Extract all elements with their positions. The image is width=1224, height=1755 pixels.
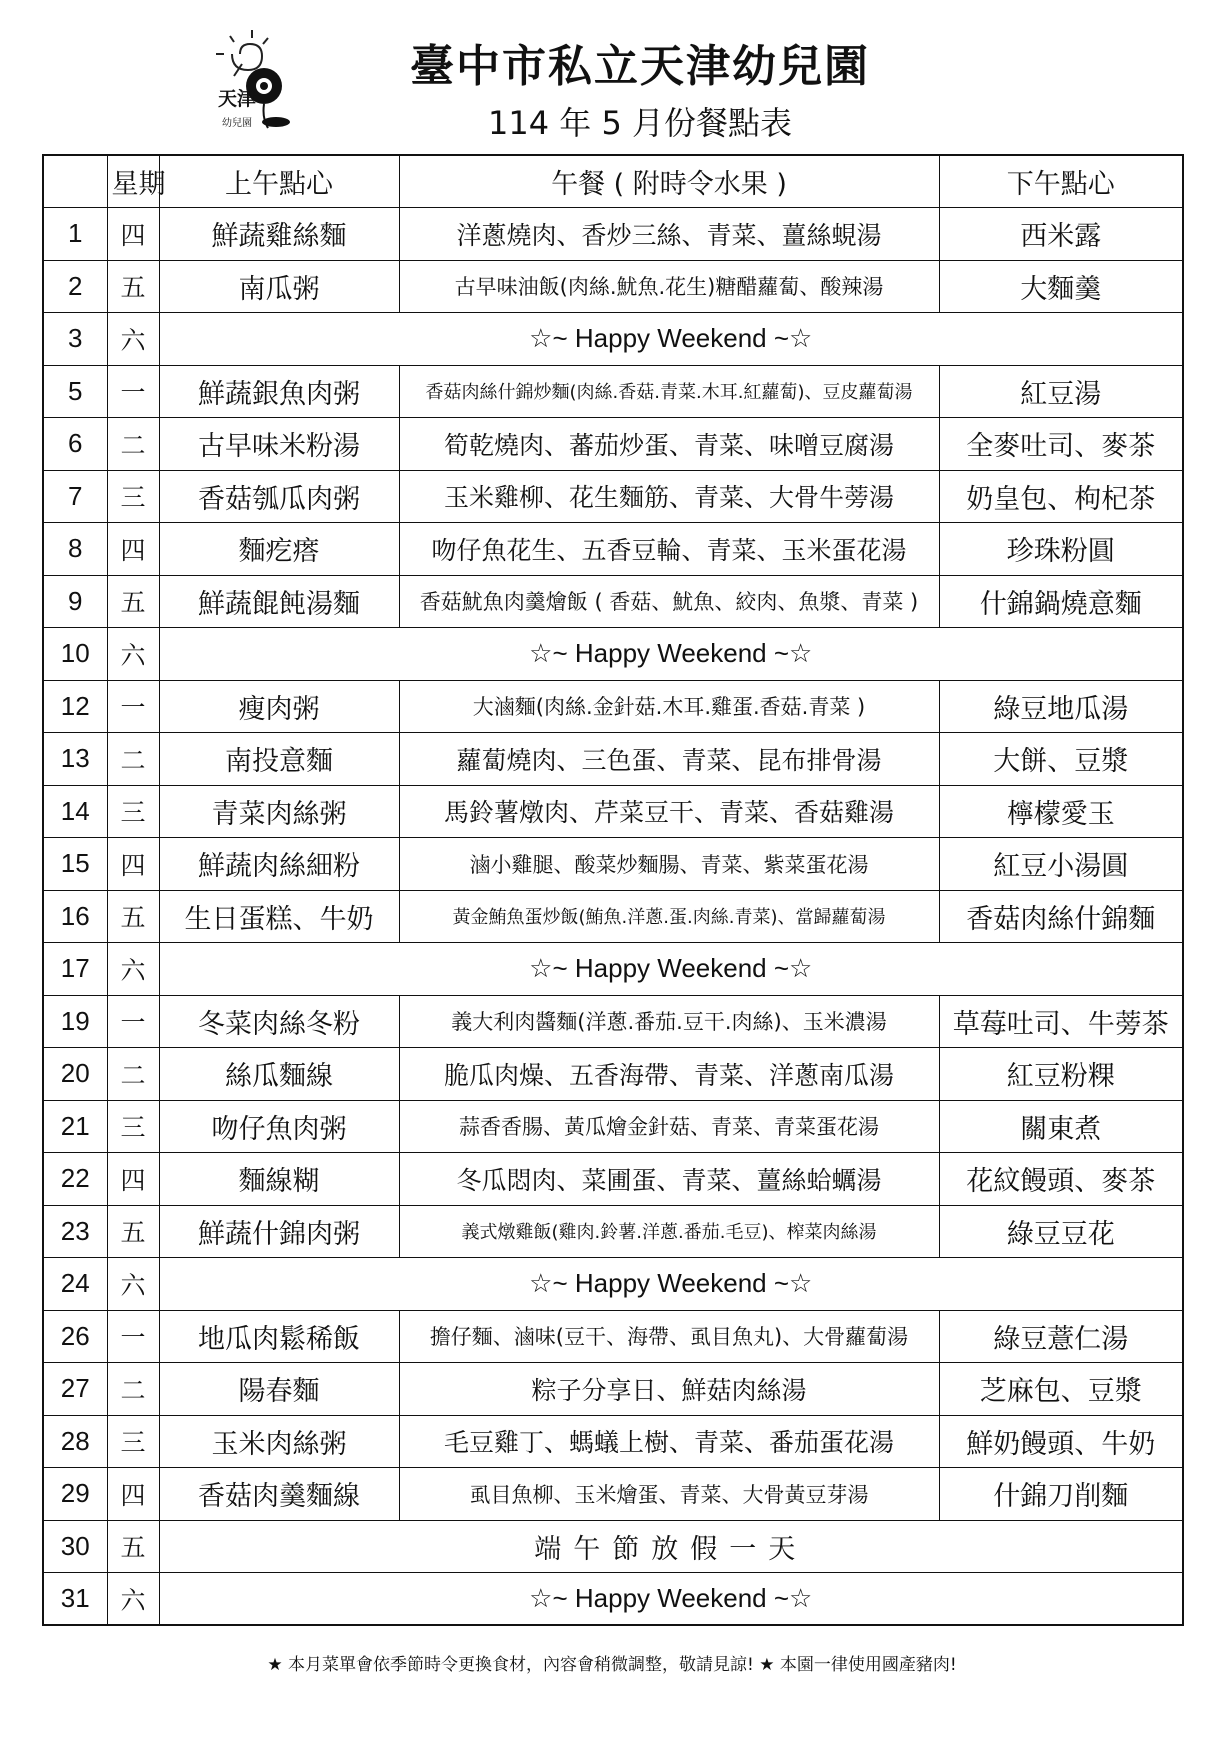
afternoon-snack: 紅豆小湯圓 <box>939 838 1183 891</box>
morning-snack: 鮮蔬餛飩湯麵 <box>159 575 399 628</box>
afternoon-snack: 鮮奶饅頭、牛奶 <box>939 1415 1183 1468</box>
logo-main-text: 天津 <box>218 88 257 110</box>
afternoon-snack: 關東煮 <box>939 1100 1183 1153</box>
weekday: 四 <box>107 838 159 891</box>
weekend-note: ☆~ Happy Weekend ~☆ <box>159 943 1183 996</box>
holiday-note: 端午節放假一天 <box>159 1520 1183 1573</box>
table-row <box>43 1310 1183 1363</box>
weekday: 二 <box>107 418 159 471</box>
lunch: 吻仔魚花生、五香豆輪、青菜、玉米蛋花湯 <box>399 523 939 576</box>
lunch: 洋蔥燒肉、香炒三絲、青菜、薑絲蜆湯 <box>399 208 939 261</box>
day-number: 23 <box>43 1205 107 1258</box>
day-number: 20 <box>43 1048 107 1101</box>
lunch: 冬瓜悶肉、菜圃蛋、青菜、薑絲蛤蠣湯 <box>399 1153 939 1206</box>
afternoon-snack: 香菇肉絲什錦麵 <box>939 890 1183 943</box>
table-body <box>43 208 1183 1626</box>
weekday: 五 <box>107 260 159 313</box>
day-number: 5 <box>43 365 107 418</box>
day-number: 24 <box>43 1258 107 1311</box>
weekday: 二 <box>107 1363 159 1416</box>
day-number: 31 <box>43 1573 107 1626</box>
day-number: 6 <box>43 418 107 471</box>
header-afternoon-snack: 下午點心 <box>939 155 1183 208</box>
weekend-note: ☆~ Happy Weekend ~☆ <box>159 628 1183 681</box>
lunch: 脆瓜肉燥、五香海帶、青菜、洋蔥南瓜湯 <box>399 1048 939 1101</box>
weekend-note: ☆~ Happy Weekend ~☆ <box>159 313 1183 366</box>
weekday: 四 <box>107 1153 159 1206</box>
table-row <box>43 1205 1183 1258</box>
lunch: 蘿蔔燒肉、三色蛋、青菜、昆布排骨湯 <box>399 733 939 786</box>
morning-snack: 麵線糊 <box>159 1153 399 1206</box>
table-row <box>43 1100 1183 1153</box>
table-row <box>43 1520 1183 1573</box>
weekday: 三 <box>107 470 159 523</box>
table-row <box>43 418 1183 471</box>
weekday: 五 <box>107 1520 159 1573</box>
day-number: 10 <box>43 628 107 681</box>
morning-snack: 絲瓜麵線 <box>159 1048 399 1101</box>
page-subtitle: 114 年 5 月份餐點表 <box>488 104 792 142</box>
day-number: 17 <box>43 943 107 996</box>
weekday: 五 <box>107 890 159 943</box>
lunch: 蒜香香腸、黃瓜燴金針菇、青菜、青菜蛋花湯 <box>399 1100 939 1153</box>
lunch: 虱目魚柳、玉米燴蛋、青菜、大骨黃豆芽湯 <box>399 1468 939 1521</box>
table-row <box>43 1468 1183 1521</box>
morning-snack: 香菇瓠瓜肉粥 <box>159 470 399 523</box>
morning-snack: 冬菜肉絲冬粉 <box>159 995 399 1048</box>
afternoon-snack: 大餅、豆漿 <box>939 733 1183 786</box>
morning-snack: 鮮蔬什錦肉粥 <box>159 1205 399 1258</box>
afternoon-snack: 綠豆豆花 <box>939 1205 1183 1258</box>
morning-snack: 南投意麵 <box>159 733 399 786</box>
table-row <box>43 733 1183 786</box>
header-lunch: 午餐 ( 附時令水果 ) <box>399 155 939 208</box>
day-number: 2 <box>43 260 107 313</box>
weekday: 四 <box>107 1468 159 1521</box>
afternoon-snack: 珍珠粉圓 <box>939 523 1183 576</box>
lunch: 粽子分享日、鮮菇肉絲湯 <box>399 1363 939 1416</box>
morning-snack: 地瓜肉鬆稀飯 <box>159 1310 399 1363</box>
table-row <box>43 1258 1183 1311</box>
day-number: 3 <box>43 313 107 366</box>
table-row <box>43 943 1183 996</box>
weekend-note: ☆~ Happy Weekend ~☆ <box>159 1573 1183 1626</box>
lunch: 義式燉雞飯(雞肉.鈴薯.洋蔥.番茄.毛豆)、榨菜肉絲湯 <box>399 1205 939 1258</box>
weekday: 四 <box>107 208 159 261</box>
weekday: 一 <box>107 995 159 1048</box>
table-row <box>43 1153 1183 1206</box>
weekday: 一 <box>107 1310 159 1363</box>
day-number: 27 <box>43 1363 107 1416</box>
table-row <box>43 838 1183 891</box>
afternoon-snack: 什錦刀削麵 <box>939 1468 1183 1521</box>
morning-snack: 古早味米粉湯 <box>159 418 399 471</box>
morning-snack: 鮮蔬肉絲細粉 <box>159 838 399 891</box>
lunch: 大滷麵(肉絲.金針菇.木耳.雞蛋.香菇.青菜 ) <box>399 680 939 733</box>
table-row <box>43 260 1183 313</box>
lunch: 擔仔麵、滷味(豆干、海帶、虱目魚丸)、大骨蘿蔔湯 <box>399 1310 939 1363</box>
weekday: 六 <box>107 313 159 366</box>
school-logo <box>208 24 348 136</box>
morning-snack: 青菜肉絲粥 <box>159 785 399 838</box>
weekday: 三 <box>107 1415 159 1468</box>
meal-table <box>42 154 1184 1626</box>
page-title: 臺中市私立天津幼兒園 <box>410 41 870 92</box>
weekday: 一 <box>107 365 159 418</box>
lunch: 香菇魷魚肉羹燴飯 ( 香菇、魷魚、絞肉、魚漿、青菜 ) <box>399 575 939 628</box>
afternoon-snack: 大麵羹 <box>939 260 1183 313</box>
header-weekday: 星期 <box>107 155 159 208</box>
morning-snack: 生日蛋糕、牛奶 <box>159 890 399 943</box>
header-day <box>43 155 107 208</box>
morning-snack: 香菇肉羹麵線 <box>159 1468 399 1521</box>
table-row <box>43 1363 1183 1416</box>
header-morning-snack: 上午點心 <box>159 155 399 208</box>
afternoon-snack: 綠豆地瓜湯 <box>939 680 1183 733</box>
afternoon-snack: 檸檬愛玉 <box>939 785 1183 838</box>
afternoon-snack: 草莓吐司、牛蒡茶 <box>939 995 1183 1048</box>
footer-note: ★ 本月菜單會依季節時令更換食材，內容會稍微調整，敬請見諒! ★ 本園一律使用國產豬肉! <box>267 1655 957 1675</box>
day-number: 26 <box>43 1310 107 1363</box>
table-row <box>43 1573 1183 1626</box>
day-number: 12 <box>43 680 107 733</box>
logo-sub-text: 幼兒園 <box>222 118 252 129</box>
day-number: 14 <box>43 785 107 838</box>
table-header-row <box>43 155 1183 208</box>
lunch: 滷小雞腿、酸菜炒麵腸、青菜、紫菜蛋花湯 <box>399 838 939 891</box>
table-row <box>43 628 1183 681</box>
table-row <box>43 365 1183 418</box>
weekday: 三 <box>107 785 159 838</box>
table-row <box>43 313 1183 366</box>
lunch: 筍乾燒肉、蕃茄炒蛋、青菜、味噌豆腐湯 <box>399 418 939 471</box>
afternoon-snack: 全麥吐司、麥茶 <box>939 418 1183 471</box>
weekday: 五 <box>107 575 159 628</box>
day-number: 13 <box>43 733 107 786</box>
afternoon-snack: 什錦鍋燒意麵 <box>939 575 1183 628</box>
lunch: 黃金鮪魚蛋炒飯(鮪魚.洋蔥.蛋.肉絲.青菜)、當歸蘿蔔湯 <box>399 890 939 943</box>
day-number: 22 <box>43 1153 107 1206</box>
day-number: 21 <box>43 1100 107 1153</box>
morning-snack: 南瓜粥 <box>159 260 399 313</box>
weekday: 三 <box>107 1100 159 1153</box>
afternoon-snack: 綠豆薏仁湯 <box>939 1310 1183 1363</box>
weekday: 六 <box>107 628 159 681</box>
morning-snack: 陽春麵 <box>159 1363 399 1416</box>
weekend-note: ☆~ Happy Weekend ~☆ <box>159 1258 1183 1311</box>
weekday: 六 <box>107 1573 159 1626</box>
lunch: 毛豆雞丁、螞蟻上樹、青菜、番茄蛋花湯 <box>399 1415 939 1468</box>
weekday: 五 <box>107 1205 159 1258</box>
table-row <box>43 995 1183 1048</box>
lunch: 玉米雞柳、花生麵筋、青菜、大骨牛蒡湯 <box>399 470 939 523</box>
weekday: 六 <box>107 943 159 996</box>
day-number: 19 <box>43 995 107 1048</box>
lunch: 古早味油飯(肉絲.魷魚.花生)糖醋蘿蔔、酸辣湯 <box>399 260 939 313</box>
day-number: 8 <box>43 523 107 576</box>
table-row <box>43 1415 1183 1468</box>
table-row <box>43 208 1183 261</box>
afternoon-snack: 紅豆粉粿 <box>939 1048 1183 1101</box>
weekday: 一 <box>107 680 159 733</box>
table-row <box>43 1048 1183 1101</box>
afternoon-snack: 紅豆湯 <box>939 365 1183 418</box>
morning-snack: 吻仔魚肉粥 <box>159 1100 399 1153</box>
afternoon-snack: 西米露 <box>939 208 1183 261</box>
morning-snack: 麵疙瘩 <box>159 523 399 576</box>
weekday: 六 <box>107 1258 159 1311</box>
day-number: 7 <box>43 470 107 523</box>
weekday: 四 <box>107 523 159 576</box>
afternoon-snack: 花紋饅頭、麥茶 <box>939 1153 1183 1206</box>
day-number: 15 <box>43 838 107 891</box>
weekday: 二 <box>107 733 159 786</box>
day-number: 1 <box>43 208 107 261</box>
table-row <box>43 890 1183 943</box>
day-number: 16 <box>43 890 107 943</box>
table-row <box>43 523 1183 576</box>
morning-snack: 鮮蔬銀魚肉粥 <box>159 365 399 418</box>
table-row <box>43 785 1183 838</box>
day-number: 9 <box>43 575 107 628</box>
afternoon-snack: 芝麻包、豆漿 <box>939 1363 1183 1416</box>
lunch: 義大利肉醬麵(洋蔥.番茄.豆干.肉絲)、玉米濃湯 <box>399 995 939 1048</box>
lunch: 馬鈴薯燉肉、芹菜豆干、青菜、香菇雞湯 <box>399 785 939 838</box>
day-number: 28 <box>43 1415 107 1468</box>
day-number: 29 <box>43 1468 107 1521</box>
morning-snack: 玉米肉絲粥 <box>159 1415 399 1468</box>
morning-snack: 鮮蔬雞絲麵 <box>159 208 399 261</box>
lunch: 香菇肉絲什錦炒麵(肉絲.香菇.青菜.木耳.紅蘿蔔)、豆皮蘿蔔湯 <box>399 365 939 418</box>
weekday: 二 <box>107 1048 159 1101</box>
table-row <box>43 680 1183 733</box>
afternoon-snack: 奶皇包、枸杞茶 <box>939 470 1183 523</box>
table-row <box>43 575 1183 628</box>
table-row <box>43 470 1183 523</box>
morning-snack: 瘦肉粥 <box>159 680 399 733</box>
day-number: 30 <box>43 1520 107 1573</box>
